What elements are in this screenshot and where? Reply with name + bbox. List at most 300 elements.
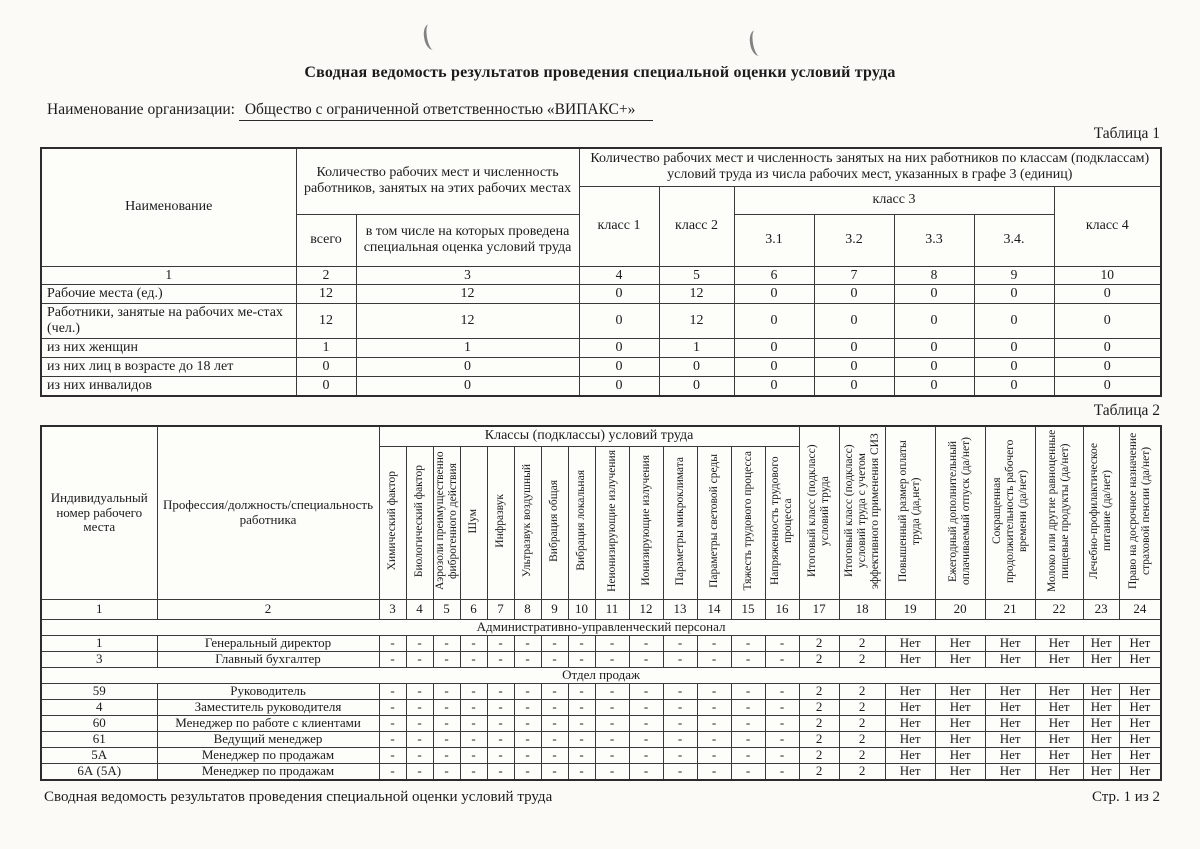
profession: Ведущий менеджер — [157, 731, 379, 747]
workplace-number: 1 — [41, 635, 157, 651]
row-value: 1 — [296, 338, 356, 357]
condition-value: - — [595, 731, 629, 747]
profession: Генеральный директор — [157, 635, 379, 651]
table1-header-sub34: 3.4. — [974, 214, 1054, 266]
condition-value: - — [629, 651, 663, 667]
condition-value: - — [595, 635, 629, 651]
column-number: 18 — [839, 599, 885, 619]
rotated-header-text: Ультразвук воздушный — [521, 464, 534, 578]
condition-value: - — [629, 635, 663, 651]
condition-value: Нет — [1083, 699, 1119, 715]
table1-header-class2: класс 2 — [659, 186, 734, 266]
condition-value: Нет — [1119, 635, 1161, 651]
condition-value: Нет — [1083, 683, 1119, 699]
table1-header-group-places: Количество рабочих мест и численность работников, занятых на этих рабочих местах — [296, 148, 579, 214]
condition-value: - — [433, 699, 460, 715]
section-row — [41, 619, 1161, 635]
condition-value: - — [514, 715, 541, 731]
section-row — [41, 667, 1161, 683]
rotated-header-text: Параметры микроклимата — [673, 456, 686, 585]
rotated-header-text: Химический фактор — [386, 471, 399, 571]
condition-value: 2 — [799, 683, 839, 699]
condition-value: 2 — [839, 651, 885, 667]
condition-value: - — [595, 763, 629, 779]
workplace-number: 6А (5А) — [41, 763, 157, 779]
condition-value: - — [433, 763, 460, 779]
condition-value: - — [731, 731, 765, 747]
row-value: 12 — [296, 303, 356, 338]
row-value: 0 — [814, 303, 894, 338]
column-number: 22 — [1035, 599, 1083, 619]
row-value: 0 — [734, 357, 814, 376]
condition-value: Нет — [985, 635, 1035, 651]
column-number: 17 — [799, 599, 839, 619]
condition-value: - — [379, 651, 406, 667]
condition-value: - — [697, 747, 731, 763]
rotated-header-text: Шум — [467, 508, 480, 534]
condition-value: Нет — [885, 651, 935, 667]
row-value: 0 — [974, 284, 1054, 303]
table2-body — [41, 619, 1161, 779]
row-value: 0 — [814, 284, 894, 303]
rotated-header-text: Инфразвук — [494, 493, 507, 548]
page-title: Сводная ведомость результатов проведения специальной оценки условий труда — [304, 64, 896, 81]
condition-value: - — [487, 683, 514, 699]
condition-value: Нет — [935, 731, 985, 747]
organization-name: Общество с ограниченной ответственностью «ВИПАКС+» — [239, 101, 654, 121]
condition-value: - — [379, 763, 406, 779]
condition-value: - — [541, 683, 568, 699]
condition-value: - — [406, 635, 433, 651]
profession: Менеджер по продажам — [157, 747, 379, 763]
condition-value: Нет — [1119, 683, 1161, 699]
condition-value: Нет — [935, 763, 985, 779]
condition-value: - — [568, 683, 595, 699]
condition-value: 2 — [799, 699, 839, 715]
column-number: 9 — [541, 599, 568, 619]
row-value: 0 — [356, 376, 579, 396]
row-value: 12 — [296, 284, 356, 303]
row-value: 0 — [659, 376, 734, 396]
column-header-rotated — [568, 446, 595, 599]
column-number: 16 — [765, 599, 799, 619]
condition-value: 2 — [839, 635, 885, 651]
column-header-rotated — [379, 446, 406, 599]
rotated-header-text: Тяжесть трудового процесса — [741, 451, 754, 591]
table2-row — [41, 747, 1161, 763]
condition-value: - — [663, 715, 697, 731]
profession: Заместитель руководителя — [157, 699, 379, 715]
condition-value: - — [568, 715, 595, 731]
column-header-rotated — [1083, 426, 1119, 599]
condition-value: - — [731, 763, 765, 779]
condition-value: - — [514, 763, 541, 779]
condition-value: - — [697, 683, 731, 699]
column-number: 7 — [487, 599, 514, 619]
column-number: 24 — [1119, 599, 1161, 619]
column-header-rotated — [765, 446, 799, 599]
table1-row — [41, 357, 1161, 376]
table1-row — [41, 303, 1161, 338]
rotated-header-text: Неионизирующие излучения — [605, 449, 618, 592]
condition-value: - — [765, 651, 799, 667]
condition-value: - — [629, 683, 663, 699]
workplace-number: 3 — [41, 651, 157, 667]
column-number: 1 — [41, 266, 296, 284]
row-value: 0 — [734, 376, 814, 396]
column-header-rotated — [697, 446, 731, 599]
row-value: 0 — [974, 338, 1054, 357]
column-number: 1 — [41, 599, 157, 619]
organization-label: Наименование организации: — [47, 101, 235, 118]
row-value: 0 — [974, 357, 1054, 376]
condition-value: - — [568, 747, 595, 763]
row-value: 0 — [814, 338, 894, 357]
condition-value: - — [514, 731, 541, 747]
condition-value: Нет — [1083, 763, 1119, 779]
condition-value: Нет — [885, 683, 935, 699]
condition-value: - — [765, 747, 799, 763]
table1-header-assessed: в том числе на которых проведена специальная оценка условий труда — [356, 214, 579, 266]
condition-value: - — [460, 635, 487, 651]
column-header-rotated — [731, 446, 765, 599]
table1-header-class4: класс 4 — [1054, 186, 1161, 266]
table1-header-sub32: 3.2 — [814, 214, 894, 266]
condition-value: - — [697, 715, 731, 731]
condition-value: - — [629, 747, 663, 763]
condition-value: Нет — [1083, 731, 1119, 747]
condition-value: Нет — [885, 747, 935, 763]
condition-value: Нет — [985, 683, 1035, 699]
condition-value: - — [595, 747, 629, 763]
table2-header-row1 — [41, 426, 1161, 446]
column-number: 4 — [406, 599, 433, 619]
condition-value: Нет — [1119, 763, 1161, 779]
table1-header-class1: класс 1 — [579, 186, 659, 266]
rotated-header-text: Лечебно-профилактическое питание (да/нет) — [1088, 443, 1114, 580]
condition-value: - — [379, 683, 406, 699]
condition-value: - — [731, 699, 765, 715]
column-number: 3 — [356, 266, 579, 284]
condition-value: - — [379, 731, 406, 747]
condition-value: 2 — [839, 683, 885, 699]
condition-value: 2 — [799, 635, 839, 651]
condition-value: - — [541, 699, 568, 715]
condition-value: Нет — [985, 651, 1035, 667]
condition-value: Нет — [1083, 747, 1119, 763]
condition-value: Нет — [1083, 715, 1119, 731]
condition-value: - — [487, 715, 514, 731]
row-value: 0 — [579, 338, 659, 357]
workplace-number: 60 — [41, 715, 157, 731]
rotated-header-text: Ежегодный дополнительный оплачиваемый отпуск (да/нет) — [947, 437, 973, 585]
condition-value: Нет — [1119, 715, 1161, 731]
table1-row — [41, 338, 1161, 357]
condition-value: - — [595, 715, 629, 731]
condition-value: 2 — [839, 699, 885, 715]
condition-value: - — [433, 715, 460, 731]
table1-row — [41, 284, 1161, 303]
condition-value: - — [460, 715, 487, 731]
row-value: 0 — [814, 357, 894, 376]
condition-value: Нет — [935, 683, 985, 699]
condition-value: - — [663, 747, 697, 763]
condition-value: - — [406, 683, 433, 699]
rotated-header-text: Сокращенная продолжительность рабочего времени (да/нет) — [990, 439, 1029, 583]
condition-value: Нет — [985, 715, 1035, 731]
condition-value: - — [514, 651, 541, 667]
column-number: 3 — [379, 599, 406, 619]
condition-value: Нет — [935, 699, 985, 715]
condition-value: - — [487, 635, 514, 651]
workplace-number: 61 — [41, 731, 157, 747]
column-number: 23 — [1083, 599, 1119, 619]
condition-value: - — [514, 699, 541, 715]
scan-artifact-mark — [748, 29, 766, 57]
condition-value: - — [697, 651, 731, 667]
profession: Менеджер по продажам — [157, 763, 379, 779]
table2-row — [41, 731, 1161, 747]
rotated-header-text: Право на досрочное назначение страховой пенсии (да/нет) — [1126, 432, 1152, 590]
column-number: 14 — [697, 599, 731, 619]
condition-value: - — [629, 715, 663, 731]
column-number: 11 — [595, 599, 629, 619]
table2-row — [41, 715, 1161, 731]
row-label: Рабочие места (ед.) — [41, 284, 296, 303]
condition-value: - — [731, 747, 765, 763]
rotated-header-text: Молоко или другие равноценные пищевые продукты (да/нет) — [1046, 429, 1072, 593]
section-title: Административно-управленческий персонал — [41, 619, 1161, 635]
row-value: 0 — [1054, 357, 1161, 376]
table1-header-row1 — [41, 148, 1161, 186]
condition-value: Нет — [885, 699, 935, 715]
condition-value: - — [663, 731, 697, 747]
condition-value: - — [514, 635, 541, 651]
condition-value: 2 — [799, 651, 839, 667]
table1-header-total: всего — [296, 214, 356, 266]
condition-value: - — [541, 715, 568, 731]
column-number: 6 — [734, 266, 814, 284]
condition-value: Нет — [1083, 651, 1119, 667]
condition-value: - — [568, 699, 595, 715]
column-header-rotated — [935, 426, 985, 599]
condition-value: - — [433, 731, 460, 747]
column-header-rotated — [885, 426, 935, 599]
table1-row — [41, 376, 1161, 396]
table1-header-sub31: 3.1 — [734, 214, 814, 266]
column-number: 20 — [935, 599, 985, 619]
condition-value: Нет — [1035, 651, 1083, 667]
column-number: 10 — [568, 599, 595, 619]
condition-value: - — [460, 747, 487, 763]
row-value: 1 — [659, 338, 734, 357]
row-value: 0 — [1054, 284, 1161, 303]
row-value: 0 — [894, 376, 974, 396]
condition-value: - — [541, 747, 568, 763]
rotated-header-text: Вибрация общая — [548, 479, 561, 562]
condition-value: - — [460, 651, 487, 667]
column-header-rotated — [839, 426, 885, 599]
condition-value: - — [487, 699, 514, 715]
table2-row — [41, 683, 1161, 699]
condition-value: 2 — [799, 763, 839, 779]
section-title: Отдел продаж — [41, 667, 1161, 683]
row-value: 0 — [974, 376, 1054, 396]
condition-value: - — [663, 683, 697, 699]
row-value: 12 — [356, 284, 579, 303]
rotated-header-text: Итоговый класс (подкласс) условий труда с учетом эффективного применения СИЗ — [842, 433, 881, 589]
condition-value: - — [406, 699, 433, 715]
condition-value: - — [379, 699, 406, 715]
table1-header-name: Наименование — [41, 148, 296, 266]
condition-value: - — [629, 731, 663, 747]
column-number: 4 — [579, 266, 659, 284]
row-value: 0 — [1054, 376, 1161, 396]
page-footer — [44, 789, 1160, 806]
condition-value: - — [765, 635, 799, 651]
condition-value: 2 — [799, 731, 839, 747]
condition-value: - — [379, 635, 406, 651]
table1-header-sub33: 3.3 — [894, 214, 974, 266]
column-number: 19 — [885, 599, 935, 619]
table2-colnum-row — [41, 599, 1161, 619]
row-value: 0 — [734, 338, 814, 357]
row-value: 0 — [356, 357, 579, 376]
condition-value: - — [406, 747, 433, 763]
condition-value: - — [541, 651, 568, 667]
condition-value: Нет — [935, 715, 985, 731]
row-value: 0 — [296, 376, 356, 396]
condition-value: - — [595, 683, 629, 699]
condition-value: Нет — [1035, 763, 1083, 779]
condition-value: - — [460, 683, 487, 699]
condition-value: - — [433, 651, 460, 667]
condition-value: Нет — [1083, 635, 1119, 651]
condition-value: - — [568, 763, 595, 779]
condition-value: - — [460, 763, 487, 779]
table1 — [40, 147, 1162, 397]
workplace-number: 4 — [41, 699, 157, 715]
condition-value: - — [765, 763, 799, 779]
row-value: 0 — [894, 284, 974, 303]
footer-title: Сводная ведомость результатов проведения специальной оценки условий труда — [44, 789, 553, 805]
row-value: 0 — [579, 284, 659, 303]
condition-value: Нет — [935, 747, 985, 763]
condition-value: - — [697, 731, 731, 747]
condition-value: - — [514, 747, 541, 763]
condition-value: 2 — [839, 731, 885, 747]
condition-value: - — [379, 747, 406, 763]
column-header-rotated — [663, 446, 697, 599]
row-value: 0 — [579, 357, 659, 376]
condition-value: 2 — [839, 763, 885, 779]
rotated-header-text: Повышенный размер оплаты труда (да,нет) — [897, 440, 923, 582]
condition-value: - — [487, 763, 514, 779]
column-number: 5 — [433, 599, 460, 619]
column-number: 13 — [663, 599, 697, 619]
row-label: Работники, занятые на рабочих ме-стах (чел.) — [41, 303, 296, 338]
condition-value: - — [514, 683, 541, 699]
condition-value: Нет — [1119, 699, 1161, 715]
row-value: 0 — [659, 357, 734, 376]
condition-value: Нет — [1119, 651, 1161, 667]
condition-value: - — [433, 683, 460, 699]
workplace-number: 59 — [41, 683, 157, 699]
column-header-rotated — [1119, 426, 1161, 599]
column-header-rotated — [799, 426, 839, 599]
row-value: 0 — [894, 338, 974, 357]
row-value: 1 — [356, 338, 579, 357]
condition-value: Нет — [1119, 747, 1161, 763]
condition-value: Нет — [885, 635, 935, 651]
column-number: 5 — [659, 266, 734, 284]
table2-row — [41, 699, 1161, 715]
column-number: 9 — [974, 266, 1054, 284]
condition-value: - — [460, 731, 487, 747]
table2-caption: Таблица 2 — [1093, 402, 1160, 419]
column-header-rotated — [460, 446, 487, 599]
table2-row — [41, 651, 1161, 667]
condition-value: - — [697, 763, 731, 779]
condition-value: - — [731, 715, 765, 731]
column-number: 12 — [629, 599, 663, 619]
profession: Главный бухгалтер — [157, 651, 379, 667]
workplace-number: 5А — [41, 747, 157, 763]
rotated-header-text: Вибрация локальная — [575, 470, 588, 572]
condition-value: - — [541, 731, 568, 747]
column-header-rotated — [406, 446, 433, 599]
condition-value: 2 — [799, 715, 839, 731]
condition-value: Нет — [1035, 635, 1083, 651]
condition-value: - — [487, 747, 514, 763]
condition-value: 2 — [799, 747, 839, 763]
condition-value: Нет — [935, 635, 985, 651]
condition-value: - — [765, 715, 799, 731]
row-value: 0 — [734, 284, 814, 303]
condition-value: 2 — [839, 747, 885, 763]
row-value: 0 — [296, 357, 356, 376]
table2-header-profession: Профессия/должность/специальность работника — [157, 426, 379, 599]
condition-value: Нет — [985, 699, 1035, 715]
table2-row — [41, 763, 1161, 779]
row-value: 0 — [1054, 338, 1161, 357]
condition-value: - — [663, 651, 697, 667]
rotated-header-text: Биологический фактор — [413, 464, 426, 577]
page-number: Стр. 1 из 2 — [1092, 789, 1160, 805]
condition-value: - — [433, 747, 460, 763]
column-header-rotated — [514, 446, 541, 599]
row-label: из них инвалидов — [41, 376, 296, 396]
row-value: 0 — [894, 303, 974, 338]
column-number: 6 — [460, 599, 487, 619]
column-header-rotated — [985, 426, 1035, 599]
rotated-header-text: Аэрозоли преимущественно фиброгенного действия — [433, 451, 459, 591]
condition-value: - — [487, 651, 514, 667]
condition-value: - — [541, 635, 568, 651]
condition-value: - — [663, 635, 697, 651]
condition-value: Нет — [1035, 731, 1083, 747]
condition-value: Нет — [885, 731, 935, 747]
condition-value: - — [568, 731, 595, 747]
column-header-rotated — [1035, 426, 1083, 599]
column-number: 10 — [1054, 266, 1161, 284]
column-header-rotated — [595, 446, 629, 599]
condition-value: - — [379, 715, 406, 731]
condition-value: Нет — [935, 651, 985, 667]
condition-value: - — [731, 635, 765, 651]
condition-value: Нет — [1035, 747, 1083, 763]
column-header-rotated — [629, 446, 663, 599]
